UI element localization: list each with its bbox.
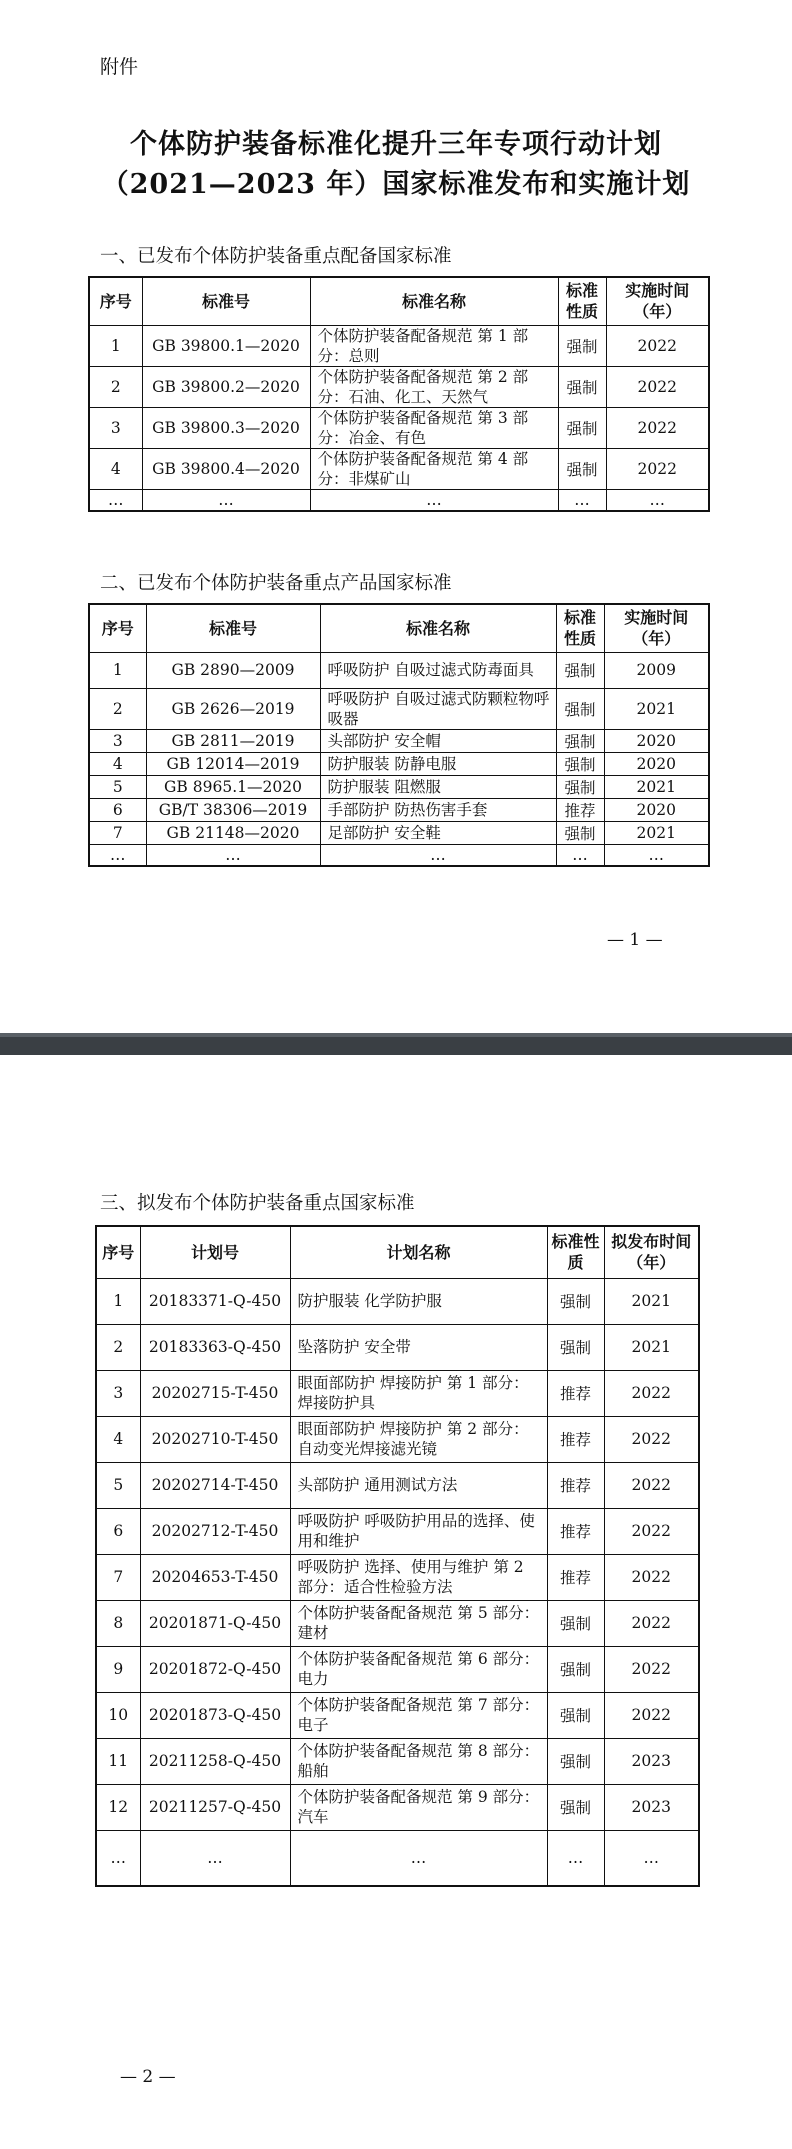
table-row [96, 1692, 699, 1738]
page-number-2: — 2 — [120, 2067, 176, 2087]
table-row [89, 729, 709, 752]
row-number: 7 [96, 1554, 140, 1600]
attachment-label: 附件 [100, 56, 139, 78]
table-row [96, 1554, 699, 1600]
standard-code: 20201872-Q-450 [140, 1646, 290, 1692]
table-row [89, 489, 709, 511]
standard-code: GB 12014—2019 [146, 752, 320, 775]
table-row [96, 1370, 699, 1416]
standard-nature: 强制 [556, 775, 604, 798]
standard-name: 个体防护装备配备规范 第 7 部分：电子 [290, 1692, 547, 1738]
standard-code: GB 39800.4—2020 [142, 448, 310, 489]
document-page-1 [0, 0, 792, 1033]
standard-code: GB 21148—2020 [146, 821, 320, 844]
standard-code: 20183363-Q-450 [140, 1324, 290, 1370]
header-nature: 标准性质 [547, 1226, 604, 1278]
row-number: 3 [96, 1370, 140, 1416]
standard-name: 坠落防护 安全带 [290, 1324, 547, 1370]
standard-name: 手部防护 防热伤害手套 [320, 798, 556, 821]
standard-nature: … [556, 844, 604, 866]
table-row [89, 821, 709, 844]
standard-year: 2022 [606, 448, 709, 489]
row-number: 7 [89, 821, 146, 844]
row-number: 1 [89, 652, 146, 688]
standard-name: 个体防护装备配备规范 第 9 部分：汽车 [290, 1784, 547, 1830]
table-row [96, 1508, 699, 1554]
standard-year: 2022 [604, 1508, 699, 1554]
standard-nature: 强制 [556, 752, 604, 775]
row-number: 6 [96, 1508, 140, 1554]
header-no: 序号 [89, 277, 142, 325]
standard-year: … [604, 844, 709, 866]
standard-year: 2021 [604, 688, 709, 729]
section-3-table [95, 1225, 700, 1887]
standard-nature: 强制 [558, 448, 606, 489]
header-year: 拟发布时间（年） [604, 1226, 699, 1278]
page-separator [0, 1033, 792, 1055]
standard-nature: 强制 [547, 1692, 604, 1738]
standard-code: … [140, 1830, 290, 1886]
standard-name: 呼吸防护 自吸过滤式防毒面具 [320, 652, 556, 688]
standard-year: 2022 [604, 1646, 699, 1692]
table-row [89, 775, 709, 798]
standard-code: GB/T 38306—2019 [146, 798, 320, 821]
row-number: … [96, 1830, 140, 1886]
table-row [89, 325, 709, 366]
row-number: … [89, 489, 142, 511]
row-number: 8 [96, 1600, 140, 1646]
standard-nature: 推荐 [547, 1416, 604, 1462]
standard-year: 2022 [606, 325, 709, 366]
standard-code: … [142, 489, 310, 511]
standard-code: GB 8965.1—2020 [146, 775, 320, 798]
standard-code: 20211257-Q-450 [140, 1784, 290, 1830]
standard-year: 2023 [604, 1784, 699, 1830]
standard-name: 足部防护 安全鞋 [320, 821, 556, 844]
section-2-heading: 二、已发布个体防护装备重点产品国家标准 [100, 573, 452, 594]
standard-nature: 强制 [547, 1646, 604, 1692]
standard-name: 个体防护装备配备规范 第 8 部分：船舶 [290, 1738, 547, 1784]
standard-year: 2020 [604, 798, 709, 821]
standard-year: 2021 [604, 1278, 699, 1324]
header-name: 标准名称 [320, 604, 556, 652]
header-year: 实施时间（年） [604, 604, 709, 652]
section-2-table [88, 603, 710, 867]
section-3-heading: 三、拟发布个体防护装备重点国家标准 [100, 1193, 415, 1214]
header-no: 序号 [89, 604, 146, 652]
row-number: 4 [89, 448, 142, 489]
row-number: 3 [89, 407, 142, 448]
standard-code: 20202714-T-450 [140, 1462, 290, 1508]
standard-code: … [146, 844, 320, 866]
standard-nature: 强制 [547, 1784, 604, 1830]
standard-nature: 强制 [556, 821, 604, 844]
standard-name: 头部防护 通用测试方法 [290, 1462, 547, 1508]
standard-nature: 强制 [558, 325, 606, 366]
row-number: 4 [89, 752, 146, 775]
standard-code: GB 2890—2009 [146, 652, 320, 688]
standard-code: 20202715-T-450 [140, 1370, 290, 1416]
standard-nature: … [558, 489, 606, 511]
standard-year: … [606, 489, 709, 511]
standard-name: 呼吸防护 呼吸防护用品的选择、使用和维护 [290, 1508, 547, 1554]
header-year: 实施时间（年） [606, 277, 709, 325]
standard-code: 20204653-T-450 [140, 1554, 290, 1600]
table-row [96, 1416, 699, 1462]
table-row [89, 844, 709, 866]
row-number: 2 [89, 688, 146, 729]
standard-year: 2021 [604, 775, 709, 798]
standard-nature: 推荐 [547, 1508, 604, 1554]
standard-nature: 强制 [556, 729, 604, 752]
row-number: 5 [89, 775, 146, 798]
row-number: 3 [89, 729, 146, 752]
standard-nature: 强制 [547, 1278, 604, 1324]
row-number: 9 [96, 1646, 140, 1692]
table-row [96, 1278, 699, 1324]
standard-name: 个体防护装备配备规范 第 6 部分：电力 [290, 1646, 547, 1692]
standard-code: 20211258-Q-450 [140, 1738, 290, 1784]
table-row [89, 798, 709, 821]
standard-code: 20202712-T-450 [140, 1508, 290, 1554]
standard-name: 个体防护装备配备规范 第 3 部分：冶金、有色 [310, 407, 558, 448]
header-name: 标准名称 [310, 277, 558, 325]
standard-name: 呼吸防护 自吸过滤式防颗粒物呼吸器 [320, 688, 556, 729]
standard-code: GB 39800.2—2020 [142, 366, 310, 407]
table-row [96, 1324, 699, 1370]
standard-name: … [310, 489, 558, 511]
row-number: 10 [96, 1692, 140, 1738]
standard-code: GB 2626—2019 [146, 688, 320, 729]
standard-name: 眼面部防护 焊接防护 第 1 部分：焊接防护具 [290, 1370, 547, 1416]
standard-year: 2022 [604, 1692, 699, 1738]
standard-nature: 强制 [558, 407, 606, 448]
standard-nature: 推荐 [547, 1554, 604, 1600]
standard-name: 个体防护装备配备规范 第 1 部分：总则 [310, 325, 558, 366]
table-row [96, 1738, 699, 1784]
standard-nature: … [547, 1830, 604, 1886]
standard-nature: 推荐 [547, 1370, 604, 1416]
standard-code: 20201871-Q-450 [140, 1600, 290, 1646]
row-number: 1 [89, 325, 142, 366]
standard-name: 个体防护装备配备规范 第 2 部分：石油、化工、天然气 [310, 366, 558, 407]
standard-name: 眼面部防护 焊接防护 第 2 部分：自动变光焊接滤光镜 [290, 1416, 547, 1462]
standard-nature: 强制 [547, 1600, 604, 1646]
header-code: 标准号 [146, 604, 320, 652]
standard-name: 头部防护 安全帽 [320, 729, 556, 752]
standard-name: 个体防护装备配备规范 第 4 部分：非煤矿山 [310, 448, 558, 489]
standard-name: 防护服装 防静电服 [320, 752, 556, 775]
standard-year: 2022 [604, 1462, 699, 1508]
header-nature: 标准性质 [556, 604, 604, 652]
header-name: 计划名称 [290, 1226, 547, 1278]
standard-code: GB 39800.1—2020 [142, 325, 310, 366]
table-row [89, 652, 709, 688]
standard-year: 2021 [604, 821, 709, 844]
standard-name: 呼吸防护 选择、使用与维护 第 2 部分：适合性检验方法 [290, 1554, 547, 1600]
standard-year: … [604, 1830, 699, 1886]
standard-nature: 强制 [547, 1324, 604, 1370]
row-number: 2 [89, 366, 142, 407]
table-row [89, 407, 709, 448]
standard-nature: 推荐 [556, 798, 604, 821]
standard-year: 2023 [604, 1738, 699, 1784]
standard-code: GB 2811—2019 [146, 729, 320, 752]
standard-year: 2022 [604, 1370, 699, 1416]
standard-year: 2020 [604, 752, 709, 775]
standard-year: 2022 [604, 1600, 699, 1646]
row-number: 2 [96, 1324, 140, 1370]
standard-nature: 强制 [558, 366, 606, 407]
table-row [89, 752, 709, 775]
table-row [96, 1784, 699, 1830]
standard-code: GB 39800.3—2020 [142, 407, 310, 448]
standard-nature: 强制 [556, 652, 604, 688]
document-page-2 [0, 1055, 792, 2149]
standard-year: 2022 [604, 1416, 699, 1462]
row-number: 4 [96, 1416, 140, 1462]
row-number: 12 [96, 1784, 140, 1830]
document-title-line-2: （2021—2023 年）国家标准发布和实施计划 [101, 169, 691, 200]
table-row [96, 1830, 699, 1886]
section-1-table [88, 276, 710, 512]
header-nature: 标准性质 [558, 277, 606, 325]
row-number: 5 [96, 1462, 140, 1508]
standard-nature: 推荐 [547, 1462, 604, 1508]
section-1-heading: 一、已发布个体防护装备重点配备国家标准 [100, 246, 452, 267]
row-number: … [89, 844, 146, 866]
table-row [96, 1462, 699, 1508]
standard-year: 2021 [604, 1324, 699, 1370]
standard-name: 个体防护装备配备规范 第 5 部分：建材 [290, 1600, 547, 1646]
standard-year: 2009 [604, 652, 709, 688]
standard-code: 20201873-Q-450 [140, 1692, 290, 1738]
table-row [89, 448, 709, 489]
row-number: 11 [96, 1738, 140, 1784]
standard-nature: 强制 [547, 1738, 604, 1784]
header-no: 序号 [96, 1226, 140, 1278]
standard-name: 防护服装 阻燃服 [320, 775, 556, 798]
standard-code: 20202710-T-450 [140, 1416, 290, 1462]
row-number: 6 [89, 798, 146, 821]
standard-year: 2022 [606, 407, 709, 448]
standard-name: … [290, 1830, 547, 1886]
document-title-line-1: 个体防护装备标准化提升三年专项行动计划 [130, 129, 662, 160]
table-row [89, 366, 709, 407]
standard-year: 2020 [604, 729, 709, 752]
page-number-1: — 1 — [607, 930, 663, 950]
standard-code: 20183371-Q-450 [140, 1278, 290, 1324]
table-row [96, 1600, 699, 1646]
standard-name: … [320, 844, 556, 866]
table-row [89, 688, 709, 729]
row-number: 1 [96, 1278, 140, 1324]
table-row [96, 1646, 699, 1692]
standard-year: 2022 [604, 1554, 699, 1600]
header-code: 计划号 [140, 1226, 290, 1278]
header-code: 标准号 [142, 277, 310, 325]
standard-name: 防护服装 化学防护服 [290, 1278, 547, 1324]
standard-nature: 强制 [556, 688, 604, 729]
standard-year: 2022 [606, 366, 709, 407]
